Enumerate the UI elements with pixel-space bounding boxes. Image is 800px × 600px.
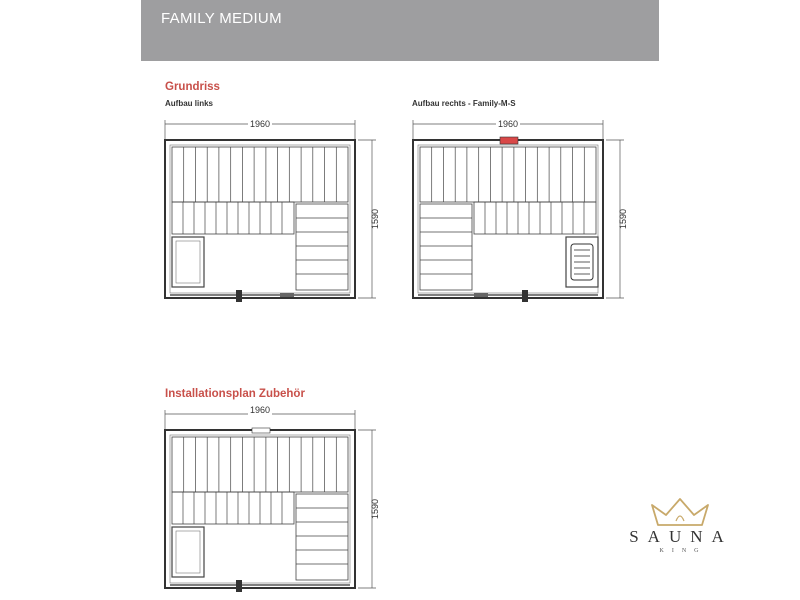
left-layout-label: Aufbau links xyxy=(165,99,214,108)
logo-wordmark: SAUNA xyxy=(629,527,733,546)
depth-label: 1590 xyxy=(618,208,628,230)
header-bar xyxy=(141,0,659,61)
width-dimension xyxy=(165,118,355,140)
stool xyxy=(172,527,204,577)
door-frame xyxy=(170,290,350,302)
upper-bench xyxy=(172,147,348,202)
floor-plan-left xyxy=(150,110,390,310)
width-dimension xyxy=(413,118,603,140)
middle-bench xyxy=(474,202,596,234)
side-bench xyxy=(296,204,348,290)
middle-bench xyxy=(172,492,294,524)
crown-icon xyxy=(648,495,712,527)
door-frame xyxy=(418,290,598,302)
depth-dimension xyxy=(358,430,380,588)
installation-title: Installationsplan Zubehör xyxy=(165,388,305,400)
floor-plan-right xyxy=(398,110,638,310)
page-title: FAMILY MEDIUM xyxy=(161,10,282,27)
door-frame xyxy=(170,580,350,592)
stool xyxy=(172,237,204,287)
grundriss-title: Grundriss xyxy=(165,81,220,93)
side-bench xyxy=(296,494,348,580)
sauna-king-logo xyxy=(610,495,750,560)
depth-dimension xyxy=(606,140,628,298)
width-dimension xyxy=(165,404,355,430)
depth-label: 1590 xyxy=(370,498,380,520)
width-label: 1960 xyxy=(249,119,271,129)
logo-subtext: KING xyxy=(659,548,707,554)
sauna-heater-icon xyxy=(566,237,598,287)
depth-dimension xyxy=(358,140,380,298)
right-layout-label: Aufbau rechts - Family-M-S xyxy=(412,99,516,108)
upper-bench xyxy=(172,437,348,492)
side-bench xyxy=(420,204,472,290)
installation-plan xyxy=(150,400,390,600)
depth-label: 1590 xyxy=(370,208,380,230)
control-unit-icon xyxy=(500,137,518,144)
width-label: 1960 xyxy=(497,119,519,129)
middle-bench xyxy=(172,202,294,234)
width-label: 1960 xyxy=(249,405,271,415)
upper-bench xyxy=(420,147,596,202)
